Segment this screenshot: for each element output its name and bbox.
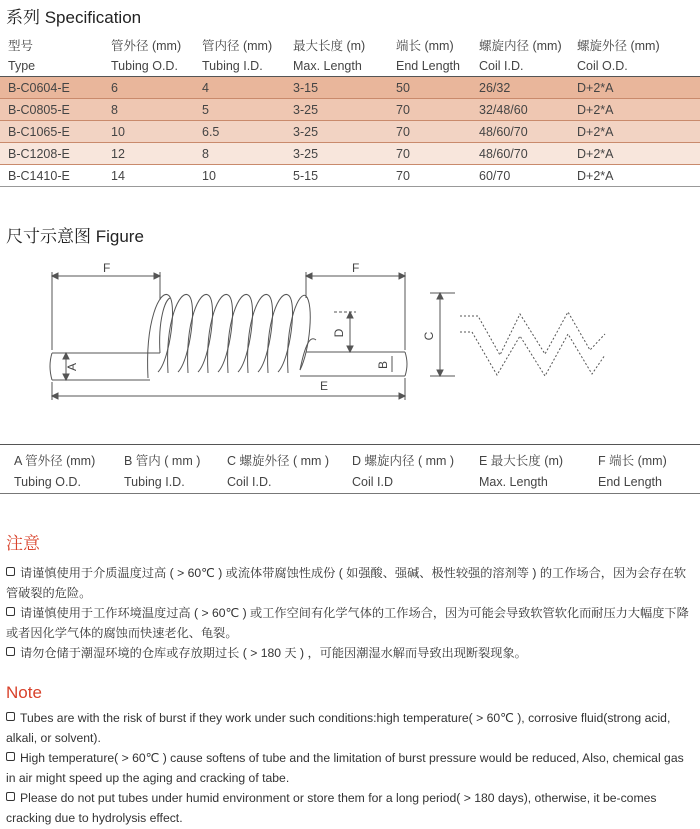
table-header-cn	[0, 34, 700, 55]
dimension-a	[63, 353, 79, 380]
header-cell: 最大长度 (m)	[293, 38, 366, 53]
table-cell: 60/70	[471, 165, 569, 187]
table-cell: 70	[388, 165, 471, 187]
dimension-f-left	[52, 261, 160, 350]
legend-cn: A 管外径 (mm)	[14, 454, 96, 468]
table-cell: B-C0805-E	[0, 99, 103, 121]
table-cell: D+2*A	[569, 121, 700, 143]
warning-item-en: Please do not put tubes under humid environment or store them for a long period( > 180 days), otherwise, it be-comes cracking due to hydrolysis effect.	[6, 791, 657, 825]
legend-cn: D 螺旋内径 ( mm )	[352, 454, 455, 468]
legend-en: Tubing I.D.	[124, 475, 185, 489]
header-cell: Max. Length	[285, 55, 388, 77]
legend-e	[479, 451, 563, 493]
table-cell: 48/60/70	[471, 143, 569, 165]
coil-tube-diagram	[0, 250, 700, 440]
table-row	[0, 143, 700, 165]
warning-item-en: High temperature( > 60℃ ) cause softens of tube and the limitation of burst pressure would be reduced, Also, chemical gas in air might speed up the aging and cracking of tabe.	[6, 751, 684, 785]
warning-item-cn: 请勿仓储于潮湿环境的仓库或存放期过长 ( > 180 天 ) ，可能因潮湿水解而导致出现断裂现象。	[6, 643, 696, 663]
legend-a	[14, 451, 95, 493]
table-cell: 70	[388, 121, 471, 143]
legend-en: Coil I.D	[352, 475, 393, 489]
table-cell: B-C1208-E	[0, 143, 103, 165]
table-row	[0, 165, 700, 187]
label-f-right: F	[352, 261, 360, 275]
header-cell: 管内径 (mm)	[202, 38, 273, 53]
legend-c	[227, 451, 329, 493]
table-row	[0, 99, 700, 121]
table-cell: 12	[103, 143, 194, 165]
table-cell: 8	[103, 99, 194, 121]
warning-title-en: Note	[6, 683, 42, 702]
label-c: C	[422, 331, 436, 341]
legend-en: Max. Length	[479, 475, 548, 489]
table-cell: B-C1410-E	[0, 165, 103, 187]
label-b: B	[376, 360, 390, 370]
warning-item-cn: 请谨慎使用于介质温度过高 ( > 60℃ ) 或流体带腐蚀性成份 ( 如强酸、强碱、极性较强的溶剂等 ) 的工作场合，因为会存在软管破裂的危险。	[6, 566, 687, 600]
table-cell: D+2*A	[569, 99, 700, 121]
table-cell: B-C0604-E	[0, 77, 103, 99]
header-cell: Tubing I.D.	[194, 55, 285, 77]
label-f-left: F	[103, 261, 111, 275]
header-cell: 端长 (mm)	[396, 38, 454, 53]
square-bullet-icon	[6, 712, 15, 721]
right-end-tube	[300, 352, 407, 376]
legend-cn: E 最大长度 (m)	[479, 454, 564, 468]
legend-cn: B 管内 ( mm )	[124, 454, 201, 468]
header-cell: 管外径 (mm)	[111, 38, 182, 53]
header-cell: Type	[0, 55, 103, 77]
table-cell: 10	[194, 165, 285, 187]
table-cell: 8	[194, 143, 285, 165]
table-cell: 48/60/70	[471, 121, 569, 143]
square-bullet-icon	[6, 792, 15, 801]
table-header-en	[0, 55, 700, 77]
legend-en: Tubing O.D.	[14, 475, 81, 489]
legend-cn: C 螺旋外径 ( mm )	[227, 454, 330, 468]
figure-title: 尺寸示意图 Figure	[6, 227, 144, 246]
coil-side-profile	[460, 312, 605, 376]
table-cell: 3-15	[285, 77, 388, 99]
table-cell: 50	[388, 77, 471, 99]
dimension-b	[376, 356, 392, 372]
table-cell: 32/48/60	[471, 99, 569, 121]
warning-item-cn: 请谨慎使用于工作环境温度过高 ( > 60℃ ) 或工作空间有化学气体的工作场合，因为可能会导致软管软化而耐压力大幅度下降或者因化学气体的腐蚀而快速老化、龟裂。	[6, 606, 689, 640]
table-cell: B-C1065-E	[0, 121, 103, 143]
table-cell: 3-25	[285, 121, 388, 143]
warning-item-en: Tubes are with the risk of burst if they work under such conditions:high temperature( > 60℃ ), corrosive fluid(strong acid, alkali, or solvent).	[6, 711, 671, 745]
warning-title-cn: 注意	[6, 534, 40, 553]
table-cell: 6.5	[194, 121, 285, 143]
table-cell: 5	[194, 99, 285, 121]
legend-f	[598, 451, 667, 493]
dimension-e	[52, 378, 405, 400]
dimension-d	[332, 312, 356, 352]
legend-b	[124, 451, 200, 493]
dimension-c	[422, 293, 455, 376]
square-bullet-icon	[6, 567, 15, 576]
table-cell: 3-25	[285, 143, 388, 165]
table-row	[0, 121, 700, 143]
dimension-legend	[0, 444, 700, 494]
table-cell: 26/32	[471, 77, 569, 99]
header-cell: Coil O.D.	[569, 55, 700, 77]
table-cell: 4	[194, 77, 285, 99]
square-bullet-icon	[6, 752, 15, 761]
legend-cn: F 端长 (mm)	[598, 454, 667, 468]
table-cell: 3-25	[285, 99, 388, 121]
legend-en: End Length	[598, 475, 662, 489]
legend-d	[352, 451, 454, 493]
table-cell: 5-15	[285, 165, 388, 187]
label-d: D	[332, 328, 346, 338]
label-e: E	[320, 379, 329, 393]
label-a: A	[65, 362, 79, 372]
header-cell: 型号	[8, 38, 34, 53]
table-cell: 6	[103, 77, 194, 99]
table-cell: D+2*A	[569, 77, 700, 99]
spec-title: 系列 Specification	[6, 8, 142, 27]
header-cell: End Length	[388, 55, 471, 77]
table-cell: 70	[388, 143, 471, 165]
header-cell: Coil I.D.	[471, 55, 569, 77]
table-cell: 10	[103, 121, 194, 143]
table-cell: 14	[103, 165, 194, 187]
table-cell: D+2*A	[569, 165, 700, 187]
table-cell: 70	[388, 99, 471, 121]
header-cell: Tubing O.D.	[103, 55, 194, 77]
dimension-f-right	[306, 261, 405, 350]
square-bullet-icon	[6, 607, 15, 616]
legend-en: Coil I.D.	[227, 475, 272, 489]
spec-table	[0, 34, 700, 187]
table-row	[0, 77, 700, 99]
table-cell: D+2*A	[569, 143, 700, 165]
header-cell: 螺旋外径 (mm)	[577, 38, 660, 53]
square-bullet-icon	[6, 647, 15, 656]
header-cell: 螺旋内径 (mm)	[479, 38, 562, 53]
coil-loops	[148, 294, 316, 378]
